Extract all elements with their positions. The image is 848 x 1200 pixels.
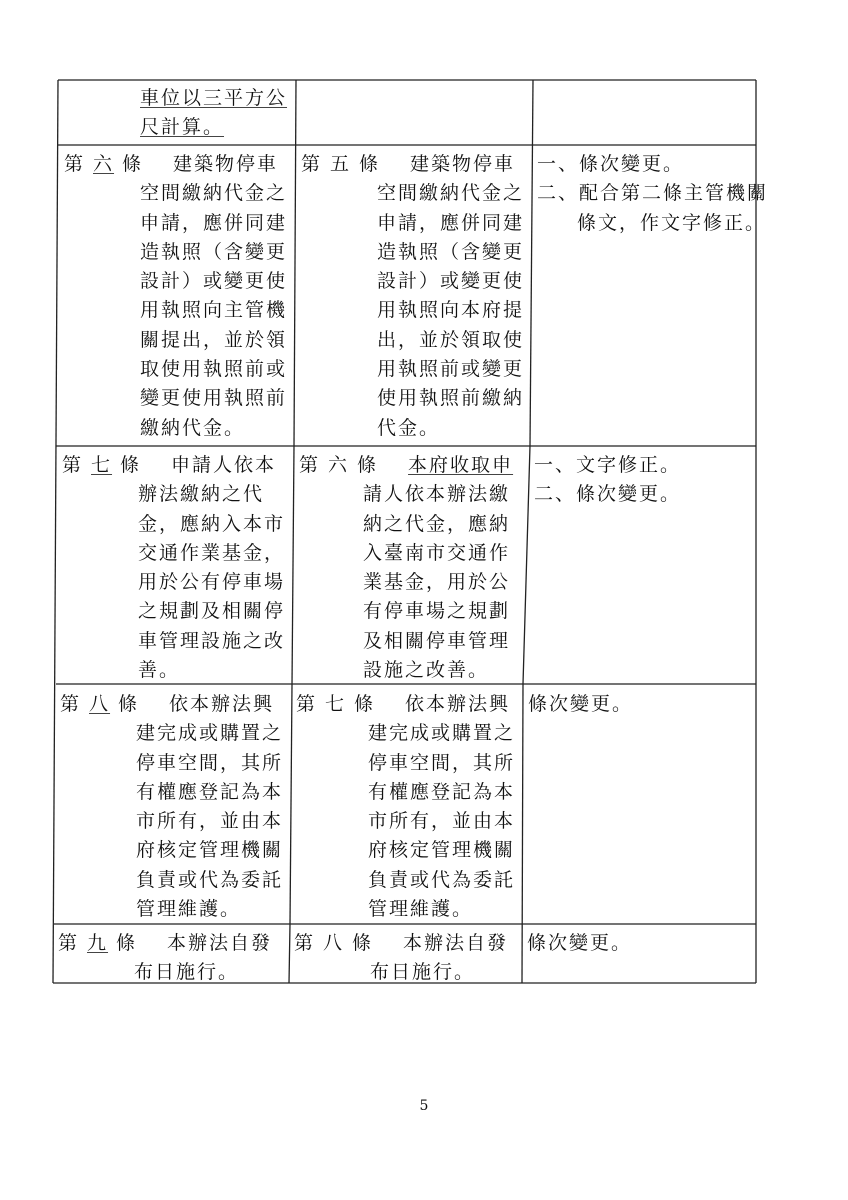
text-line: 管理維護。 bbox=[368, 898, 474, 921]
text-line: 府核定管理機關 bbox=[368, 839, 516, 862]
row4-note bbox=[527, 929, 632, 958]
row3-old-article bbox=[296, 690, 515, 924]
text-line: 布日施行。 bbox=[134, 961, 240, 984]
text-line: 善。 bbox=[138, 659, 181, 682]
article-heading: 第 五 條 建築物停車 bbox=[301, 153, 516, 175]
text-line: 用於公有停車場 bbox=[138, 571, 286, 594]
text-line: 變更使用執照前 bbox=[140, 387, 288, 410]
grid-line bbox=[530, 80, 533, 446]
row1-new-article bbox=[64, 150, 287, 443]
note-item: 條次變更。 bbox=[528, 693, 634, 715]
text-line: 停車空間，其所 bbox=[136, 751, 284, 774]
article-number: 七 bbox=[91, 454, 113, 476]
text-line: 請人依本辦法繳 bbox=[363, 483, 511, 506]
row2-old-article bbox=[299, 451, 513, 685]
text-line: 車位以三平方公 bbox=[140, 87, 288, 109]
text-line: 設施之改善。 bbox=[363, 659, 490, 682]
text-line: 業基金，用於公 bbox=[363, 571, 511, 594]
text-line: 管理維護。 bbox=[136, 898, 242, 921]
note-item-cont: 條文，作文字修正。 bbox=[577, 211, 767, 234]
text-line: 負責或代為委託 bbox=[136, 868, 284, 891]
text-line: 及相關停車管理 bbox=[363, 629, 511, 652]
grid-line bbox=[522, 684, 523, 983]
article-number: 六 bbox=[93, 153, 115, 175]
article-number: 八 bbox=[89, 693, 111, 715]
row2-note bbox=[534, 451, 681, 510]
text-line: 金，應納入本市 bbox=[138, 512, 286, 535]
text-line: 尺計算。 bbox=[140, 116, 225, 139]
text-line: 取使用執照前或 bbox=[140, 358, 288, 381]
text-line: 市所有，並由本 bbox=[368, 810, 516, 833]
text-line: 申請，應併同建 bbox=[140, 211, 288, 234]
text-line: 建完成或購置之 bbox=[136, 722, 284, 745]
text-line: 府核定管理機關 bbox=[136, 839, 284, 862]
text-line: 用執照向本府提 bbox=[377, 299, 525, 322]
grid-line bbox=[289, 924, 290, 983]
text-line: 關提出，並於領 bbox=[140, 328, 288, 351]
article-heading: 第 六 條 本府收取申 bbox=[299, 454, 514, 476]
row1-old-article bbox=[301, 150, 524, 443]
article-number: 七 bbox=[325, 693, 347, 715]
text-line: 造執照（含變更 bbox=[140, 240, 288, 263]
row2-new-article bbox=[62, 451, 285, 685]
text-line: 建完成或購置之 bbox=[368, 722, 516, 745]
grid-line bbox=[53, 80, 58, 983]
article-heading: 第 七 條 申請人依本 bbox=[62, 454, 277, 476]
article-heading: 第 七 條 依本辦法興 bbox=[296, 693, 511, 715]
article-number: 六 bbox=[328, 454, 350, 476]
article-heading: 第 九 條 本辦法自發 bbox=[58, 932, 273, 954]
text-line: 有停車場之規劃 bbox=[363, 600, 511, 623]
text-line: 空間繳納代金之 bbox=[140, 182, 288, 205]
text-line: 用執照向主管機 bbox=[140, 299, 288, 322]
note-item: 二、配合第二條主管機關 bbox=[537, 182, 769, 205]
text-line: 用執照前或變更 bbox=[377, 358, 525, 381]
text-line: 設計）或變更使 bbox=[377, 270, 525, 293]
note-item: 二、條次變更。 bbox=[534, 483, 682, 506]
article-heading: 第 八 條 依本辦法興 bbox=[60, 693, 275, 715]
text-line: 負責或代為委託 bbox=[368, 868, 516, 891]
text-line: 使用執照前繳納 bbox=[377, 387, 525, 410]
text-line: 代金。 bbox=[377, 416, 441, 439]
article-heading: 第 六 條 建築物停車 bbox=[64, 153, 279, 175]
row3-note bbox=[528, 690, 633, 719]
text-line: 設計）或變更使 bbox=[140, 270, 288, 293]
article-number: 八 bbox=[323, 932, 345, 954]
article-heading: 第 八 條 本辦法自發 bbox=[294, 932, 509, 954]
page-number: 5 bbox=[419, 1098, 429, 1114]
grid-line bbox=[523, 446, 530, 684]
text-line: 申請，應併同建 bbox=[377, 211, 525, 234]
text-line: 出，並於領取使 bbox=[377, 328, 525, 351]
text-line: 入臺南市交通作 bbox=[363, 541, 511, 564]
note-item: 條次變更。 bbox=[527, 932, 633, 954]
text-line: 納之代金，應納 bbox=[363, 512, 511, 535]
text-line: 布日施行。 bbox=[370, 961, 476, 984]
note-item: 一、文字修正。 bbox=[534, 454, 682, 476]
text-line: 市所有，並由本 bbox=[136, 810, 284, 833]
row4-new-article bbox=[58, 929, 272, 988]
row3-new-article bbox=[60, 690, 283, 924]
text-line: 停車空間，其所 bbox=[368, 751, 516, 774]
text-line: 交通作業基金， bbox=[138, 541, 286, 564]
text-line: 辦法繳納之代 bbox=[138, 483, 265, 506]
row4-old-article bbox=[294, 929, 508, 988]
article-number: 九 bbox=[87, 932, 109, 954]
text-line: 空間繳納代金之 bbox=[377, 182, 525, 205]
grid-line bbox=[290, 446, 294, 924]
row0-new bbox=[140, 84, 287, 143]
text-line: 造執照（含變更 bbox=[377, 240, 525, 263]
text-line: 有權應登記為本 bbox=[368, 780, 516, 803]
row1-note bbox=[537, 150, 768, 238]
grid-line bbox=[294, 80, 296, 446]
text-line: 之規劃及相關停 bbox=[138, 600, 286, 623]
text-line: 有權應登記為本 bbox=[136, 780, 284, 803]
note-item: 一、條次變更。 bbox=[537, 153, 685, 175]
text-line: 繳納代金。 bbox=[140, 416, 246, 439]
article-number: 五 bbox=[330, 153, 352, 175]
text-line: 車管理設施之改 bbox=[138, 629, 286, 652]
